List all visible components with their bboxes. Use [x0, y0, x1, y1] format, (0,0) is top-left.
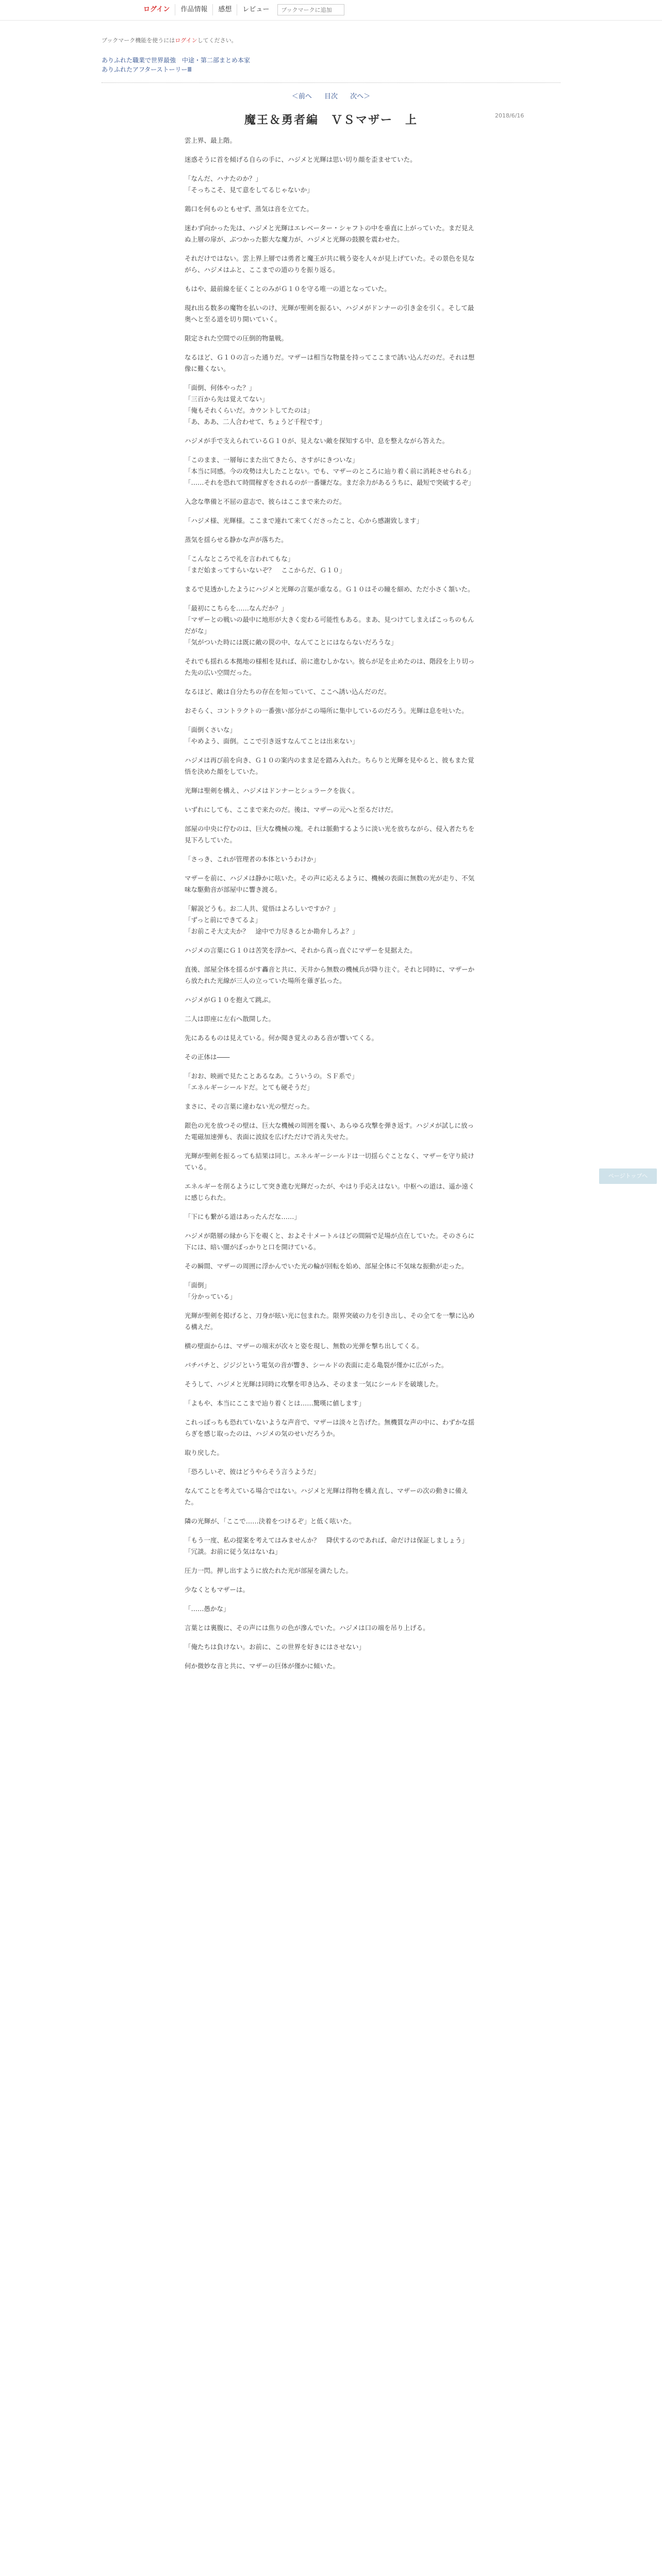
bookmark-note	[102, 36, 237, 44]
body-paragraph: 部屋の中央に佇むのは、巨大な機械の塊。それは脈動するように淡い光を放ちながら、侵入者たちを見下ろしていた。	[185, 825, 475, 844]
body-paragraph: ハジメが手で支えられているＧ１０が、見えない敵を探知する中、息を整えながら答えた。	[185, 437, 449, 445]
body-paragraph: 言葉とは裏腹に、その声には焦りの色が滲んでいた。ハジメは口の端を吊り上げる。	[185, 1624, 429, 1632]
body-paragraph: 圧力一閃。押し出すように放たれた光が部屋を満たした。	[185, 1567, 353, 1574]
publish-date: 2018/6/16	[495, 112, 524, 119]
body-paragraph: ハジメが階層の縁から下を覗くと、およそ十メートルほどの間隔で足場が点在していた。そのさらに下には、暗い闇がぽっかりと口を開けている。	[185, 1232, 475, 1251]
body-paragraph: 蒸気を揺らせる静かな声が落ちた。	[185, 536, 288, 544]
body-paragraph: 鶏口を何ものともせず、蒸気は音を立てた。	[185, 205, 313, 213]
body-paragraph: 「最初にこちらを……なんだか？」 「マザーとの戦いの最中に地形が大きく変わる可能性もある。まあ、見つけてしまえばこっちのもんだがな」 「気がついた時には既に敵の罠の中、なんてことにはならないだろうな」	[185, 604, 474, 646]
body-paragraph: 雲上界、最上階。	[185, 137, 237, 144]
top-nav-bar	[0, 0, 662, 21]
divider	[102, 82, 560, 83]
body-paragraph: エネルギーを削るようにして突き進む光輝だったが、やはり手応えはない。中枢への道は、遥か遠くに感じられた。	[185, 1182, 475, 1201]
body-paragraph: 光輝が聖剣を振るっても結果は同じ。エネルギーシールドは一切揺らぐことなく、マザーを守り続けている。	[185, 1152, 474, 1171]
body-paragraph: ハジメがＧ１０を抱えて跳ぶ。	[185, 996, 275, 1004]
body-paragraph: 取り戻した。	[185, 1449, 224, 1456]
series-title-link[interactable]: ありふれた職業で世界最強 中途・第二部まとめ本家	[102, 57, 251, 64]
body-paragraph: 限定された空間での圧倒的物量戦。	[185, 334, 288, 342]
bookmark-note-suffix: してください。	[197, 37, 237, 44]
bookmark-note-prefix: ブックマーク機能を使うには	[102, 37, 175, 44]
chapter-pager	[0, 91, 662, 100]
body-paragraph: ハジメの言葉にＧ１０は苦笑を浮かべ、それから真っ直ぐにマザーを見据えた。	[185, 946, 417, 954]
top-nav	[143, 4, 344, 15]
body-paragraph: それだけではない。雲上界上層では勇者と魔王が共に戦う姿を人々が見上げていた。その景色を見ながら、ハジメはふと、ここまでの道のりを振り返る。	[185, 255, 475, 274]
body-paragraph: 先にあるものは見えている。何か聞き覚えのある音が響いてくる。	[185, 1034, 378, 1042]
body-paragraph: まさに、その言葉に違わない光の壁だった。	[185, 1103, 314, 1110]
body-paragraph: いずれにしても、ここまで来たのだ。後は、マザーの元へと至るだけだ。	[185, 806, 398, 814]
body-paragraph: 入念な準備と不屈の意志で、彼らはここまで来たのだ。	[185, 498, 346, 505]
body-paragraph: 「もう一度、私の提案を考えてはみませんか？ 降伏するのであれば、命だけは保証しましょう」 「冗談。お前に従う気はないね」	[185, 1536, 469, 1555]
body-paragraph: 少なくともマザーは。	[185, 1586, 250, 1594]
body-paragraph: 「おお、映画で見たことあるなあ。こういうの。ＳＦ系で」 「エネルギーシールドだ。とても硬そうだ」	[185, 1072, 358, 1091]
body-paragraph: 「面倒」 「分かっている」	[185, 1281, 237, 1300]
body-paragraph: 光輝が聖剣を掲げると、刀身が眩い光に包まれた。限界突破の力を引き出し、その全てを一撃に込める構えだ。	[185, 1312, 475, 1331]
body-paragraph: 光輝は聖剣を構え、ハジメはドンナーとシュラークを抜く。	[185, 787, 359, 794]
body-paragraph: おそらく、コントラクトの一番強い部分がこの場所に集中しているのだろう。光輝は息を吐いた。	[185, 707, 468, 715]
body-paragraph: 「なんだ、ハナたのか？」 「そっちこそ、見て意をしてるじゃないか」	[185, 175, 313, 194]
next-link[interactable]: 次へ＞	[350, 93, 371, 100]
body-paragraph: 「よもや、本当にここまで辿り着くとは……驚嘆に値します」	[185, 1399, 365, 1407]
body-paragraph: なるほど、Ｇ１０の言った通りだ。マザーは相当な物量を持ってここまで誘い込んだのだ。それは想像に難くない。	[185, 353, 475, 372]
nav-item-impressions[interactable]: 感想	[213, 4, 237, 15]
toc-link[interactable]: 目次	[324, 93, 338, 100]
body-paragraph: 「俺たちは負けない。お前に、この世界を好きにはさせない」	[185, 1643, 366, 1651]
body-paragraph: 直後、部屋全体を揺るがす轟音と共に、天井から無数の機械兵が降り注ぐ。それと同時に、マザーから放たれた光線が三人の立っていた場所を薙ぎ払った。	[185, 965, 475, 985]
page-top-button[interactable]: ページトップへ	[599, 1168, 657, 1184]
nav-item-work-info[interactable]: 作品情報	[175, 4, 213, 15]
body-paragraph: マザーを前に、ハジメは静かに呟いた。その声に応えるように、機械の表面に無数の光が走り、不気味な駆動音が部屋中に響き渡る。	[185, 874, 475, 893]
body-paragraph: 現れ出る数多の魔物を払いのけ、光輝が聖剣を振るい、ハジメがドンナーの引き金を引く。そして最奥へと至る道を切り開いていく。	[185, 304, 474, 323]
body-paragraph: まるで見透かしたようにハジメと光輝の言葉が重なる。Ｇ１０はその瞳を細め、ただ小さく頷いた。	[185, 585, 474, 593]
body-paragraph: 「こんなところで礼を言われてもな」 「まだ始まってすらいないぞ？ ここからだ、Ｇ１０」	[185, 555, 346, 574]
nav-item-reviews[interactable]: レビュー	[242, 6, 270, 13]
body-paragraph: 隣の光輝が、「ここで……決着をつけるぞ」と低く呟いた。	[185, 1517, 356, 1525]
body-paragraph: これっぽっちも恐れていないような声音で、マザーは淡々と告げた。無機質な声の中に、わずかな揺らぎを感じ取ったのは、ハジメの気のせいだろうか。	[185, 1418, 475, 1437]
body-paragraph: 「恐ろしいぞ、彼はどうやらそう言うようだ」	[185, 1468, 320, 1476]
chapter-title: 魔王＆勇者編 ＶＳマザー 上	[244, 114, 418, 127]
body-paragraph: その瞬間、マザーの周囲に浮かんでいた光の輪が回転を始め、部屋全体に不気味な振動が走った。	[185, 1262, 468, 1270]
body-paragraph: なんてことを考えている場合ではない。ハジメと光輝は得物を構え直し、マザーの次の動きに備えた。	[185, 1487, 468, 1506]
body-paragraph: 「このまま、一層毎にまた出てきたら、さすがにきついな」 「本当に同感。今の攻勢は大したことない。でも、マザーのところに辿り着く前に消耗させられる」 「……それを恐れて時間稼ぎをされるのが一番嫌だな。まだ余力があるうちに、最短で突破するぞ」	[185, 456, 475, 486]
body-paragraph: 「……愚かな」	[185, 1605, 230, 1613]
body-paragraph: 「面倒くさいな」 「やめよう、面倒。ここで引き返すなんてことは出来ない」	[185, 726, 359, 745]
body-paragraph: 「面倒、何体やった？」 「三百から先は覚えてない」 「俺もそれくらいだ。カウントしてたのは」 「あ、ああ、二人合わせて、ちょうど千程です」	[185, 384, 326, 426]
body-paragraph: 二人は即座に左右へ散開した。	[185, 1015, 275, 1023]
breadcrumb	[102, 56, 250, 74]
body-paragraph: 「さっき、これが管理者の本体というわけか」	[185, 855, 320, 863]
chapter-body	[185, 135, 479, 1680]
body-paragraph: 何か微妙な音と共に、マザーの巨体が僅かに傾いた。	[185, 1662, 340, 1670]
login-link[interactable]: ログイン	[143, 4, 175, 15]
body-paragraph: バチバチと、ジジジという電気の音が響き、シールドの表面に走る亀裂が僅かに広がった。	[185, 1361, 448, 1369]
body-paragraph: 迷わず向かった先は、ハジメと光輝はエレベーター・シャフトの中を垂直に上がっていた。まだ見えぬ上層の扉が、ぶつかった膨大な魔力が、ハジメと光輝の鼓膜を震わせた。	[185, 224, 474, 243]
bookmark-add-box[interactable]	[277, 4, 344, 15]
body-paragraph: もはや、最前線を征くことのみがＧ１０を守る唯一の道となっていた。	[185, 285, 391, 293]
body-paragraph: 「下にも繋がる道はあったんだな……」	[185, 1213, 301, 1221]
body-paragraph: その正体は――	[185, 1053, 230, 1061]
subtitle-link[interactable]: ありふれたアフターストーリーⅢ	[102, 66, 192, 73]
bookmark-login-link[interactable]: ログイン	[175, 37, 197, 44]
body-paragraph: 横の壁面からは、マザーの端末が次々と姿を現し、無数の光弾を撃ち出してくる。	[185, 1342, 423, 1350]
body-paragraph: そうして、ハジメと光輝は同時に攻撃を叩き込み、そのまま一気にシールドを破壊した。	[185, 1380, 442, 1388]
body-paragraph: なるほど、敵は自分たちの存在を知っていて、ここへ誘い込んだのだ。	[185, 688, 391, 696]
body-paragraph: 「解説どうも。お二人共、覚悟はよろしいですか？」 「ずっと前にできてるよ」 「お前こそ大丈夫か？ 途中で力尽きるとか勘弁しろよ？」	[185, 905, 359, 935]
prev-link[interactable]: ＜前へ	[291, 93, 312, 100]
body-paragraph: 「ハジメ様、光輝様。ここまで連れて来てくださったこと、心から感謝致します」	[185, 517, 423, 524]
body-paragraph: ハジメは再び前を向き、Ｇ１０の案内のまま足を踏み入れた。ちらりと光輝を見やると、彼もまた覚悟を決めた顔をしていた。	[185, 756, 474, 775]
body-paragraph: 迷惑そうに首を傾げる自らの手に、ハジメと光輝は思い切り顔を歪ませていた。	[185, 156, 417, 163]
body-paragraph: それでも揺れる本拠地の様相を見れば、前に進むしかない。彼らが足を止めたのは、階段を上り切った先の広い空間だった。	[185, 657, 475, 676]
body-paragraph: 銀色の光を放つその壁は、巨大な機械の周囲を覆い、あらゆる攻撃を弾き返す。ハジメが試しに放った電磁加速弾も、表面に波紋を広げただけで消え失せた。	[185, 1122, 474, 1141]
